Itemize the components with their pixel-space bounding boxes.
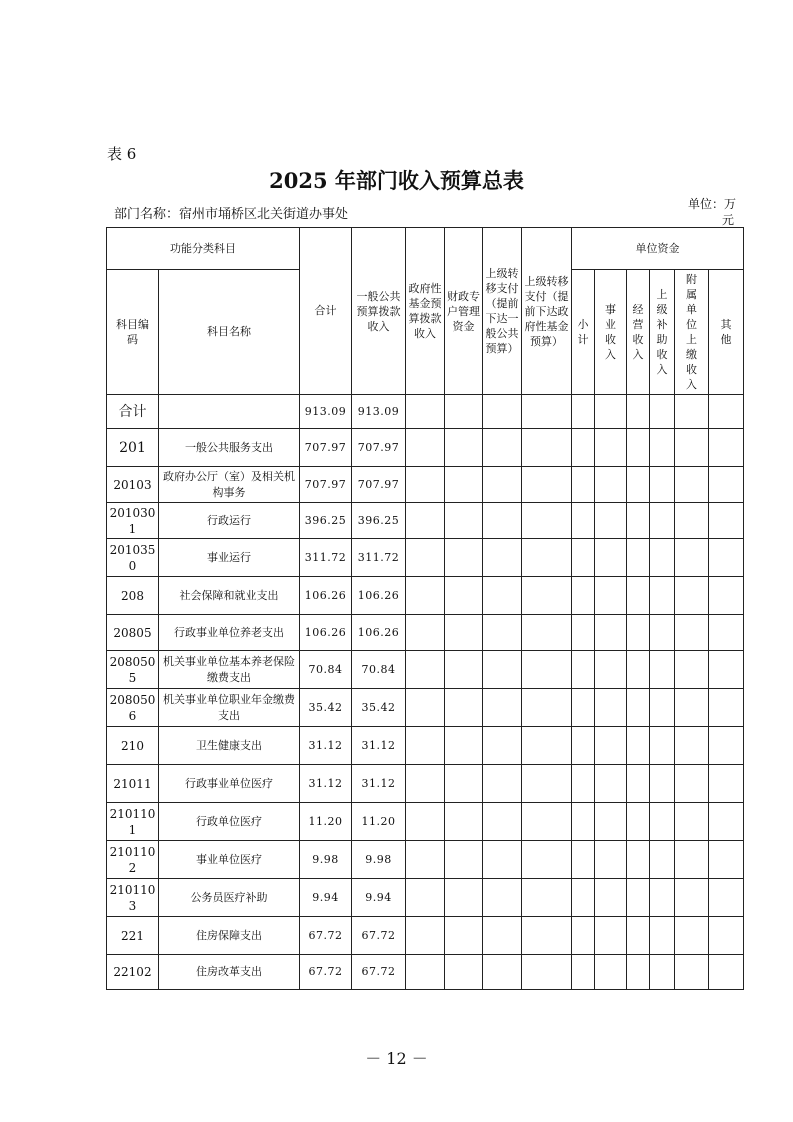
header-code: 科目编码 (107, 270, 159, 395)
table-row: 22102 住房改革支出 67.72 67.72 (107, 955, 744, 990)
header-upper-subsidy: 上级补助收入 (650, 270, 675, 395)
table-row: 2010350 事业运行 311.72 311.72 (107, 539, 744, 577)
header-general-budget: 一般公共预算拨款收入 (352, 228, 406, 395)
table-row: 2080505 机关事业单位基本养老保险缴费支出 70.84 70.84 (107, 651, 744, 689)
header-upper-transfer-general: 上级转移支付（提前下达一般公共预算） (483, 228, 522, 395)
header-gov-fund: 政府性基金预算拨款收入 (406, 228, 445, 395)
page-number: － 12 － (365, 1049, 428, 1068)
page-title: 2025 年部门收入预算总表 (269, 168, 524, 193)
header-upper-transfer-fund: 上级转移支付（提前下达政府性基金预算） (522, 228, 572, 395)
header-name: 科目名称 (159, 270, 300, 395)
table-row: 21011 行政事业单位医疗 31.12 31.12 (107, 765, 744, 803)
table-row: 210 卫生健康支出 31.12 31.12 (107, 727, 744, 765)
header-total: 合计 (300, 228, 352, 395)
table-row: 208 社会保障和就业支出 106.26 106.26 (107, 577, 744, 615)
department-name: 部门名称：宿州市埇桥区北关街道办事处 (114, 207, 349, 222)
header-business-income: 事业收入 (595, 270, 627, 395)
header-func-category: 功能分类科目 (107, 228, 300, 270)
table-row: 201 一般公共服务支出 707.97 707.97 (107, 429, 744, 467)
header-subtotal: 小计 (572, 270, 595, 395)
table-row: 2101102 事业单位医疗 9.98 9.98 (107, 841, 744, 879)
table-number: 表 6 (107, 145, 137, 163)
header-unit-funds: 单位资金 (572, 228, 744, 270)
table-row: 2101103 公务员医疗补助 9.94 9.94 (107, 879, 744, 917)
table-row: 合计 913.09 913.09 (107, 395, 744, 429)
unit-label-line1: 单位：万 (688, 197, 737, 211)
table-row: 2101101 行政单位医疗 11.20 11.20 (107, 803, 744, 841)
table-row: 20103 政府办公厅（室）及相关机构事务 707.97 707.97 (107, 467, 744, 503)
header-fiscal-special: 财政专户管理资金 (445, 228, 483, 395)
unit-label (688, 196, 748, 228)
table-row: 2080506 机关事业单位职业年金缴费支出 35.42 35.42 (107, 689, 744, 727)
header-other: 其他 (709, 270, 744, 395)
header-affiliated-income: 附属单位上缴收入 (675, 270, 709, 395)
table-row: 2010301 行政运行 396.25 396.25 (107, 503, 744, 539)
table-row: 20805 行政事业单位养老支出 106.26 106.26 (107, 615, 744, 651)
header-operating-income: 经营收入 (627, 270, 650, 395)
income-budget-table (106, 227, 744, 990)
table-row: 221 住房保障支出 67.72 67.72 (107, 917, 744, 955)
unit-label-line2: 元 (721, 213, 734, 227)
